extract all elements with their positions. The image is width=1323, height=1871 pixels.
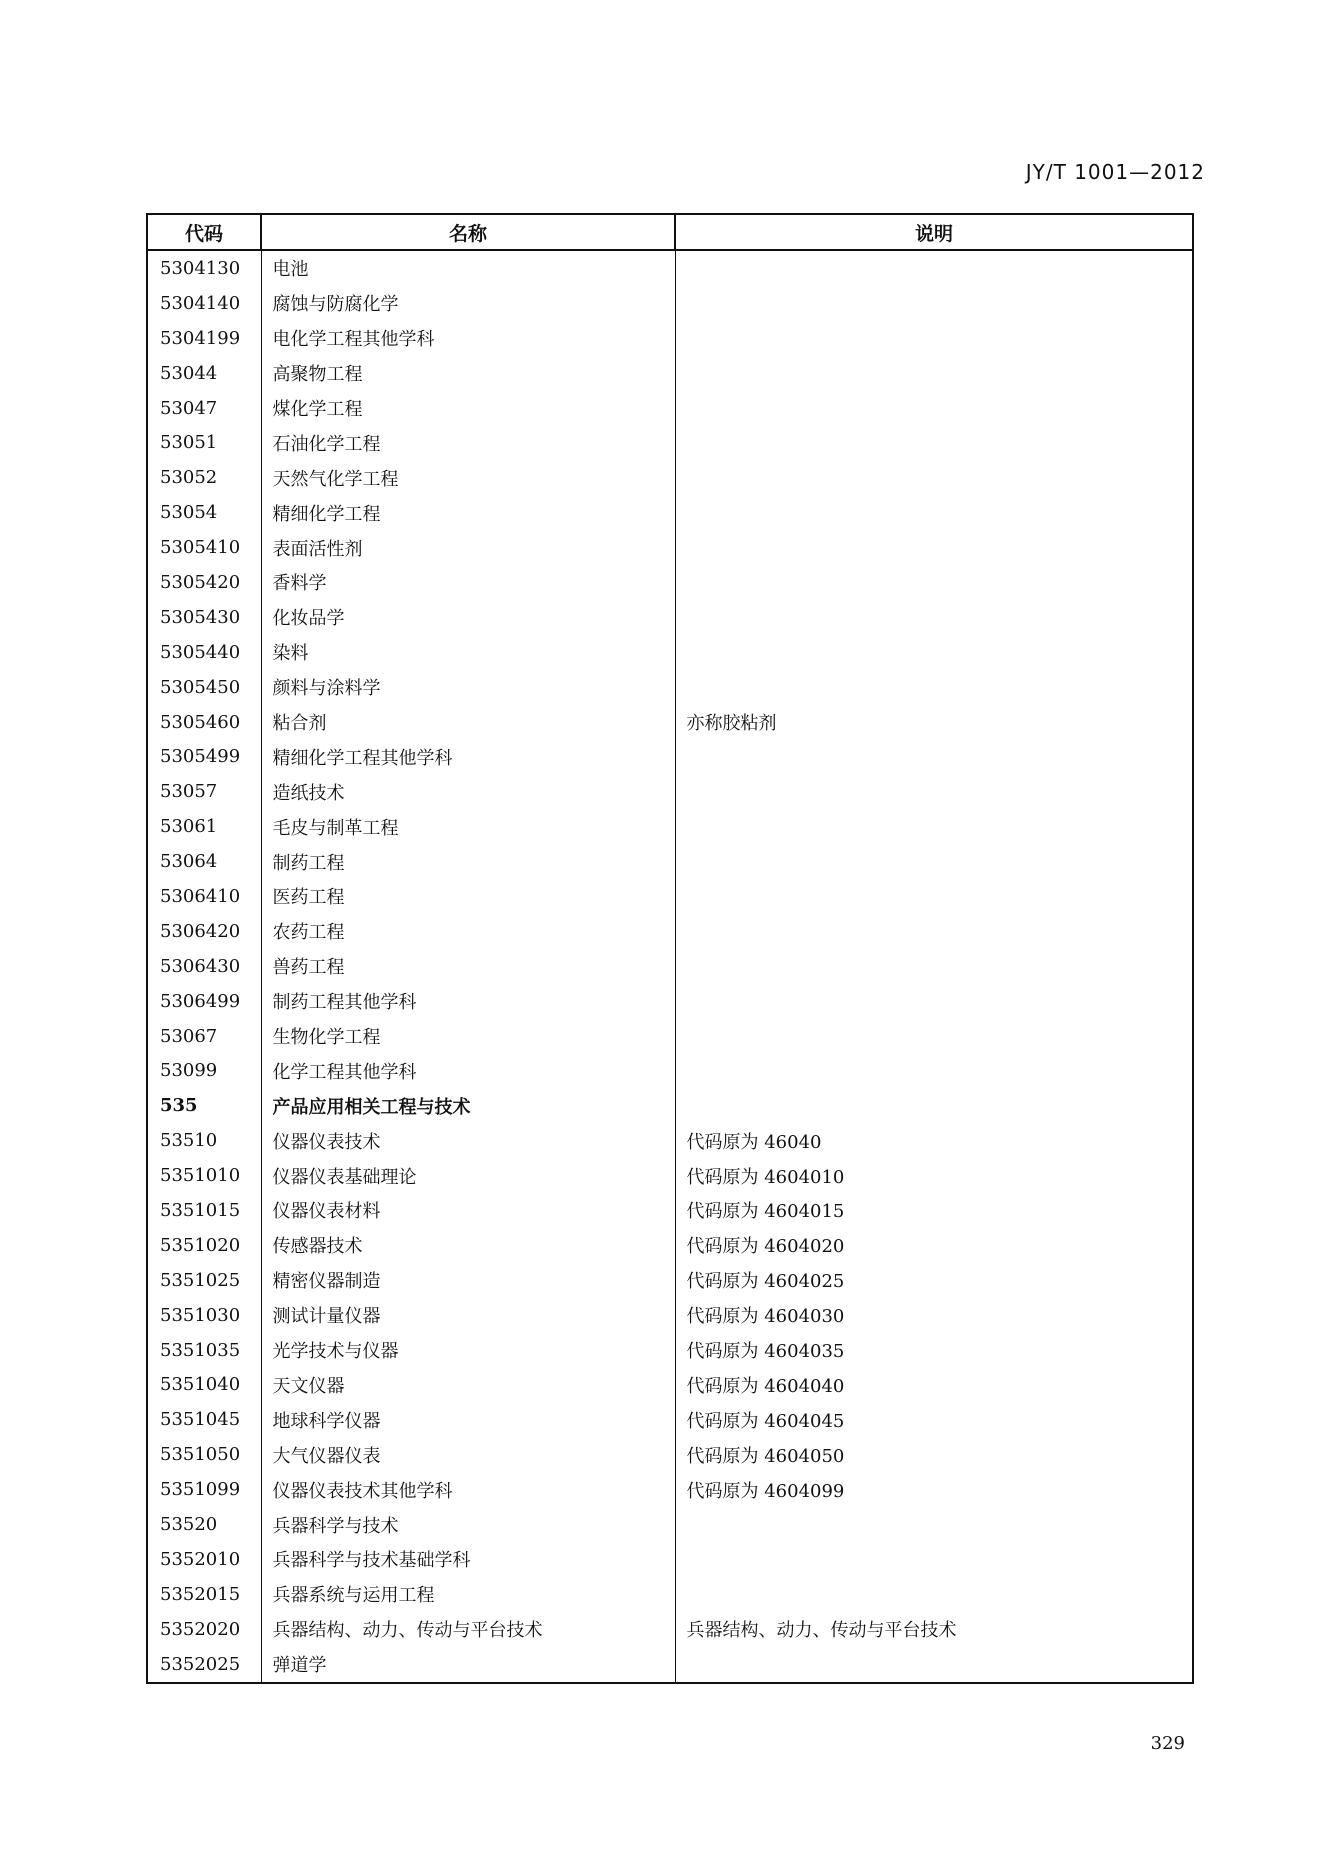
table-row <box>147 1368 1193 1403</box>
table-row <box>147 1612 1193 1647</box>
table-row <box>147 495 1193 530</box>
cell-code: 5351099 <box>147 1472 261 1507</box>
table-row <box>147 1577 1193 1612</box>
cell-code: 53044 <box>147 356 261 391</box>
cell-note <box>675 879 1193 914</box>
cell-name: 毛皮与制革工程 <box>261 809 675 844</box>
cell-name: 造纸技术 <box>261 774 675 809</box>
cell-name: 地球科学仪器 <box>261 1402 675 1437</box>
cell-note <box>675 1647 1193 1683</box>
cell-note: 代码原为 4604010 <box>675 1158 1193 1193</box>
cell-note: 代码原为 46040 <box>675 1123 1193 1158</box>
cell-code: 5305410 <box>147 530 261 565</box>
cell-name: 大气仪器仪表 <box>261 1437 675 1472</box>
cell-note <box>675 670 1193 705</box>
table-row <box>147 1263 1193 1298</box>
cell-name: 天然气化学工程 <box>261 460 675 495</box>
table-row <box>147 565 1193 600</box>
cell-name: 产品应用相关工程与技术 <box>261 1088 675 1123</box>
table-row <box>147 1333 1193 1368</box>
cell-name: 颜料与涂料学 <box>261 670 675 705</box>
cell-note: 代码原为 4604099 <box>675 1472 1193 1507</box>
cell-name: 粘合剂 <box>261 705 675 740</box>
table-row <box>147 286 1193 321</box>
cell-name: 农药工程 <box>261 914 675 949</box>
cell-code: 5351030 <box>147 1298 261 1333</box>
cell-code: 5351010 <box>147 1158 261 1193</box>
cell-code: 5352015 <box>147 1577 261 1612</box>
table-row <box>147 321 1193 356</box>
cell-code: 5351015 <box>147 1193 261 1228</box>
column-header-name: 名称 <box>261 214 675 250</box>
cell-name: 煤化学工程 <box>261 391 675 426</box>
table-row <box>147 600 1193 635</box>
cell-note: 代码原为 4604050 <box>675 1437 1193 1472</box>
column-header-code: 代码 <box>147 214 261 250</box>
cell-name: 传感器技术 <box>261 1228 675 1263</box>
cell-code: 5306410 <box>147 879 261 914</box>
table-row <box>147 1088 1193 1123</box>
cell-code: 53099 <box>147 1053 261 1088</box>
cell-note <box>675 844 1193 879</box>
cell-code: 53061 <box>147 809 261 844</box>
cell-code: 5304130 <box>147 250 261 286</box>
cell-name: 腐蚀与防腐化学 <box>261 286 675 321</box>
cell-note: 代码原为 4604045 <box>675 1402 1193 1437</box>
column-header-note: 说明 <box>675 214 1193 250</box>
cell-note <box>675 565 1193 600</box>
table-row <box>147 391 1193 426</box>
cell-code: 53052 <box>147 460 261 495</box>
cell-name: 化妆品学 <box>261 600 675 635</box>
table-row <box>147 1402 1193 1437</box>
cell-code: 5305420 <box>147 565 261 600</box>
cell-code: 5305460 <box>147 705 261 740</box>
table-row <box>147 739 1193 774</box>
cell-name: 石油化学工程 <box>261 425 675 460</box>
table-row <box>147 1507 1193 1542</box>
table-row <box>147 705 1193 740</box>
cell-note <box>675 250 1193 286</box>
cell-name: 仪器仪表基础理论 <box>261 1158 675 1193</box>
cell-note <box>675 321 1193 356</box>
cell-note <box>675 391 1193 426</box>
cell-note: 代码原为 4604015 <box>675 1193 1193 1228</box>
cell-note: 代码原为 4604025 <box>675 1263 1193 1298</box>
cell-note <box>675 600 1193 635</box>
cell-code: 5304199 <box>147 321 261 356</box>
cell-name: 表面活性剂 <box>261 530 675 565</box>
cell-code: 53054 <box>147 495 261 530</box>
cell-name: 医药工程 <box>261 879 675 914</box>
table-row <box>147 984 1193 1019</box>
cell-code: 5352020 <box>147 1612 261 1647</box>
cell-note <box>675 949 1193 984</box>
cell-name: 化学工程其他学科 <box>261 1053 675 1088</box>
cell-name: 测试计量仪器 <box>261 1298 675 1333</box>
table-row <box>147 1053 1193 1088</box>
table-row <box>147 1228 1193 1263</box>
cell-code: 53057 <box>147 774 261 809</box>
table-row <box>147 670 1193 705</box>
table-row <box>147 914 1193 949</box>
cell-code: 5305440 <box>147 635 261 670</box>
cell-code: 5351020 <box>147 1228 261 1263</box>
cell-code: 5351050 <box>147 1437 261 1472</box>
cell-name: 天文仪器 <box>261 1368 675 1403</box>
cell-code: 5305450 <box>147 670 261 705</box>
cell-code: 53067 <box>147 1019 261 1054</box>
cell-code: 5306420 <box>147 914 261 949</box>
cell-code: 5352010 <box>147 1542 261 1577</box>
cell-note: 代码原为 4604030 <box>675 1298 1193 1333</box>
table-row <box>147 460 1193 495</box>
table-body <box>147 250 1193 1683</box>
table-row <box>147 879 1193 914</box>
cell-name: 精细化学工程其他学科 <box>261 739 675 774</box>
table-row <box>147 809 1193 844</box>
cell-name: 精细化学工程 <box>261 495 675 530</box>
cell-code: 5351035 <box>147 1333 261 1368</box>
cell-code: 5351025 <box>147 1263 261 1298</box>
table-row <box>147 1019 1193 1054</box>
table-row <box>147 1647 1193 1683</box>
cell-name: 兵器结构、动力、传动与平台技术 <box>261 1612 675 1647</box>
cell-note <box>675 809 1193 844</box>
cell-note <box>675 1577 1193 1612</box>
cell-note <box>675 286 1193 321</box>
cell-note: 代码原为 4604020 <box>675 1228 1193 1263</box>
cell-code: 5306430 <box>147 949 261 984</box>
cell-code: 53064 <box>147 844 261 879</box>
cell-name: 兵器科学与技术 <box>261 1507 675 1542</box>
table-row <box>147 1472 1193 1507</box>
cell-name: 染料 <box>261 635 675 670</box>
cell-name: 弹道学 <box>261 1647 675 1683</box>
cell-note <box>675 914 1193 949</box>
table-row <box>147 1158 1193 1193</box>
table-row <box>147 530 1193 565</box>
cell-name: 仪器仪表技术 <box>261 1123 675 1158</box>
cell-note: 代码原为 4604040 <box>675 1368 1193 1403</box>
cell-note <box>675 635 1193 670</box>
classification-table <box>146 213 1194 1684</box>
table-row <box>147 1193 1193 1228</box>
cell-name: 电池 <box>261 250 675 286</box>
cell-name: 兵器科学与技术基础学科 <box>261 1542 675 1577</box>
cell-code: 5351040 <box>147 1368 261 1403</box>
cell-name: 制药工程其他学科 <box>261 984 675 1019</box>
cell-note <box>675 1088 1193 1123</box>
cell-note: 兵器结构、动力、传动与平台技术 <box>675 1612 1193 1647</box>
cell-note <box>675 739 1193 774</box>
table-header-row <box>147 214 1193 250</box>
cell-note <box>675 530 1193 565</box>
cell-code: 53051 <box>147 425 261 460</box>
cell-code: 5305499 <box>147 739 261 774</box>
cell-note <box>675 1507 1193 1542</box>
table-row <box>147 1437 1193 1472</box>
cell-name: 生物化学工程 <box>261 1019 675 1054</box>
cell-code: 5305430 <box>147 600 261 635</box>
cell-code: 5304140 <box>147 286 261 321</box>
table-row <box>147 844 1193 879</box>
cell-code: 5306499 <box>147 984 261 1019</box>
table-row <box>147 1542 1193 1577</box>
cell-code: 53520 <box>147 1507 261 1542</box>
cell-name: 仪器仪表材料 <box>261 1193 675 1228</box>
cell-name: 光学技术与仪器 <box>261 1333 675 1368</box>
cell-note <box>675 425 1193 460</box>
cell-name: 仪器仪表技术其他学科 <box>261 1472 675 1507</box>
cell-note <box>675 1542 1193 1577</box>
cell-code: 53510 <box>147 1123 261 1158</box>
cell-note <box>675 1019 1193 1054</box>
page-number: 329 <box>1150 1733 1185 1754</box>
cell-note <box>675 774 1193 809</box>
cell-note: 代码原为 4604035 <box>675 1333 1193 1368</box>
cell-note <box>675 495 1193 530</box>
cell-name: 制药工程 <box>261 844 675 879</box>
table-row <box>147 774 1193 809</box>
cell-note <box>675 1053 1193 1088</box>
table-row <box>147 949 1193 984</box>
cell-name: 电化学工程其他学科 <box>261 321 675 356</box>
table-row <box>147 635 1193 670</box>
cell-note <box>675 460 1193 495</box>
cell-code: 5351045 <box>147 1402 261 1437</box>
table-row <box>147 425 1193 460</box>
table-row <box>147 1123 1193 1158</box>
table-row <box>147 250 1193 286</box>
cell-note <box>675 984 1193 1019</box>
cell-note: 亦称胶粘剂 <box>675 705 1193 740</box>
cell-name: 香料学 <box>261 565 675 600</box>
cell-name: 精密仪器制造 <box>261 1263 675 1298</box>
cell-name: 兵器系统与运用工程 <box>261 1577 675 1612</box>
table-row <box>147 1298 1193 1333</box>
table-row <box>147 356 1193 391</box>
cell-note <box>675 356 1193 391</box>
cell-code: 5352025 <box>147 1647 261 1683</box>
standard-code: JY/T 1001—2012 <box>1025 160 1205 184</box>
cell-name: 高聚物工程 <box>261 356 675 391</box>
cell-name: 兽药工程 <box>261 949 675 984</box>
cell-code: 53047 <box>147 391 261 426</box>
cell-code: 535 <box>147 1088 261 1123</box>
